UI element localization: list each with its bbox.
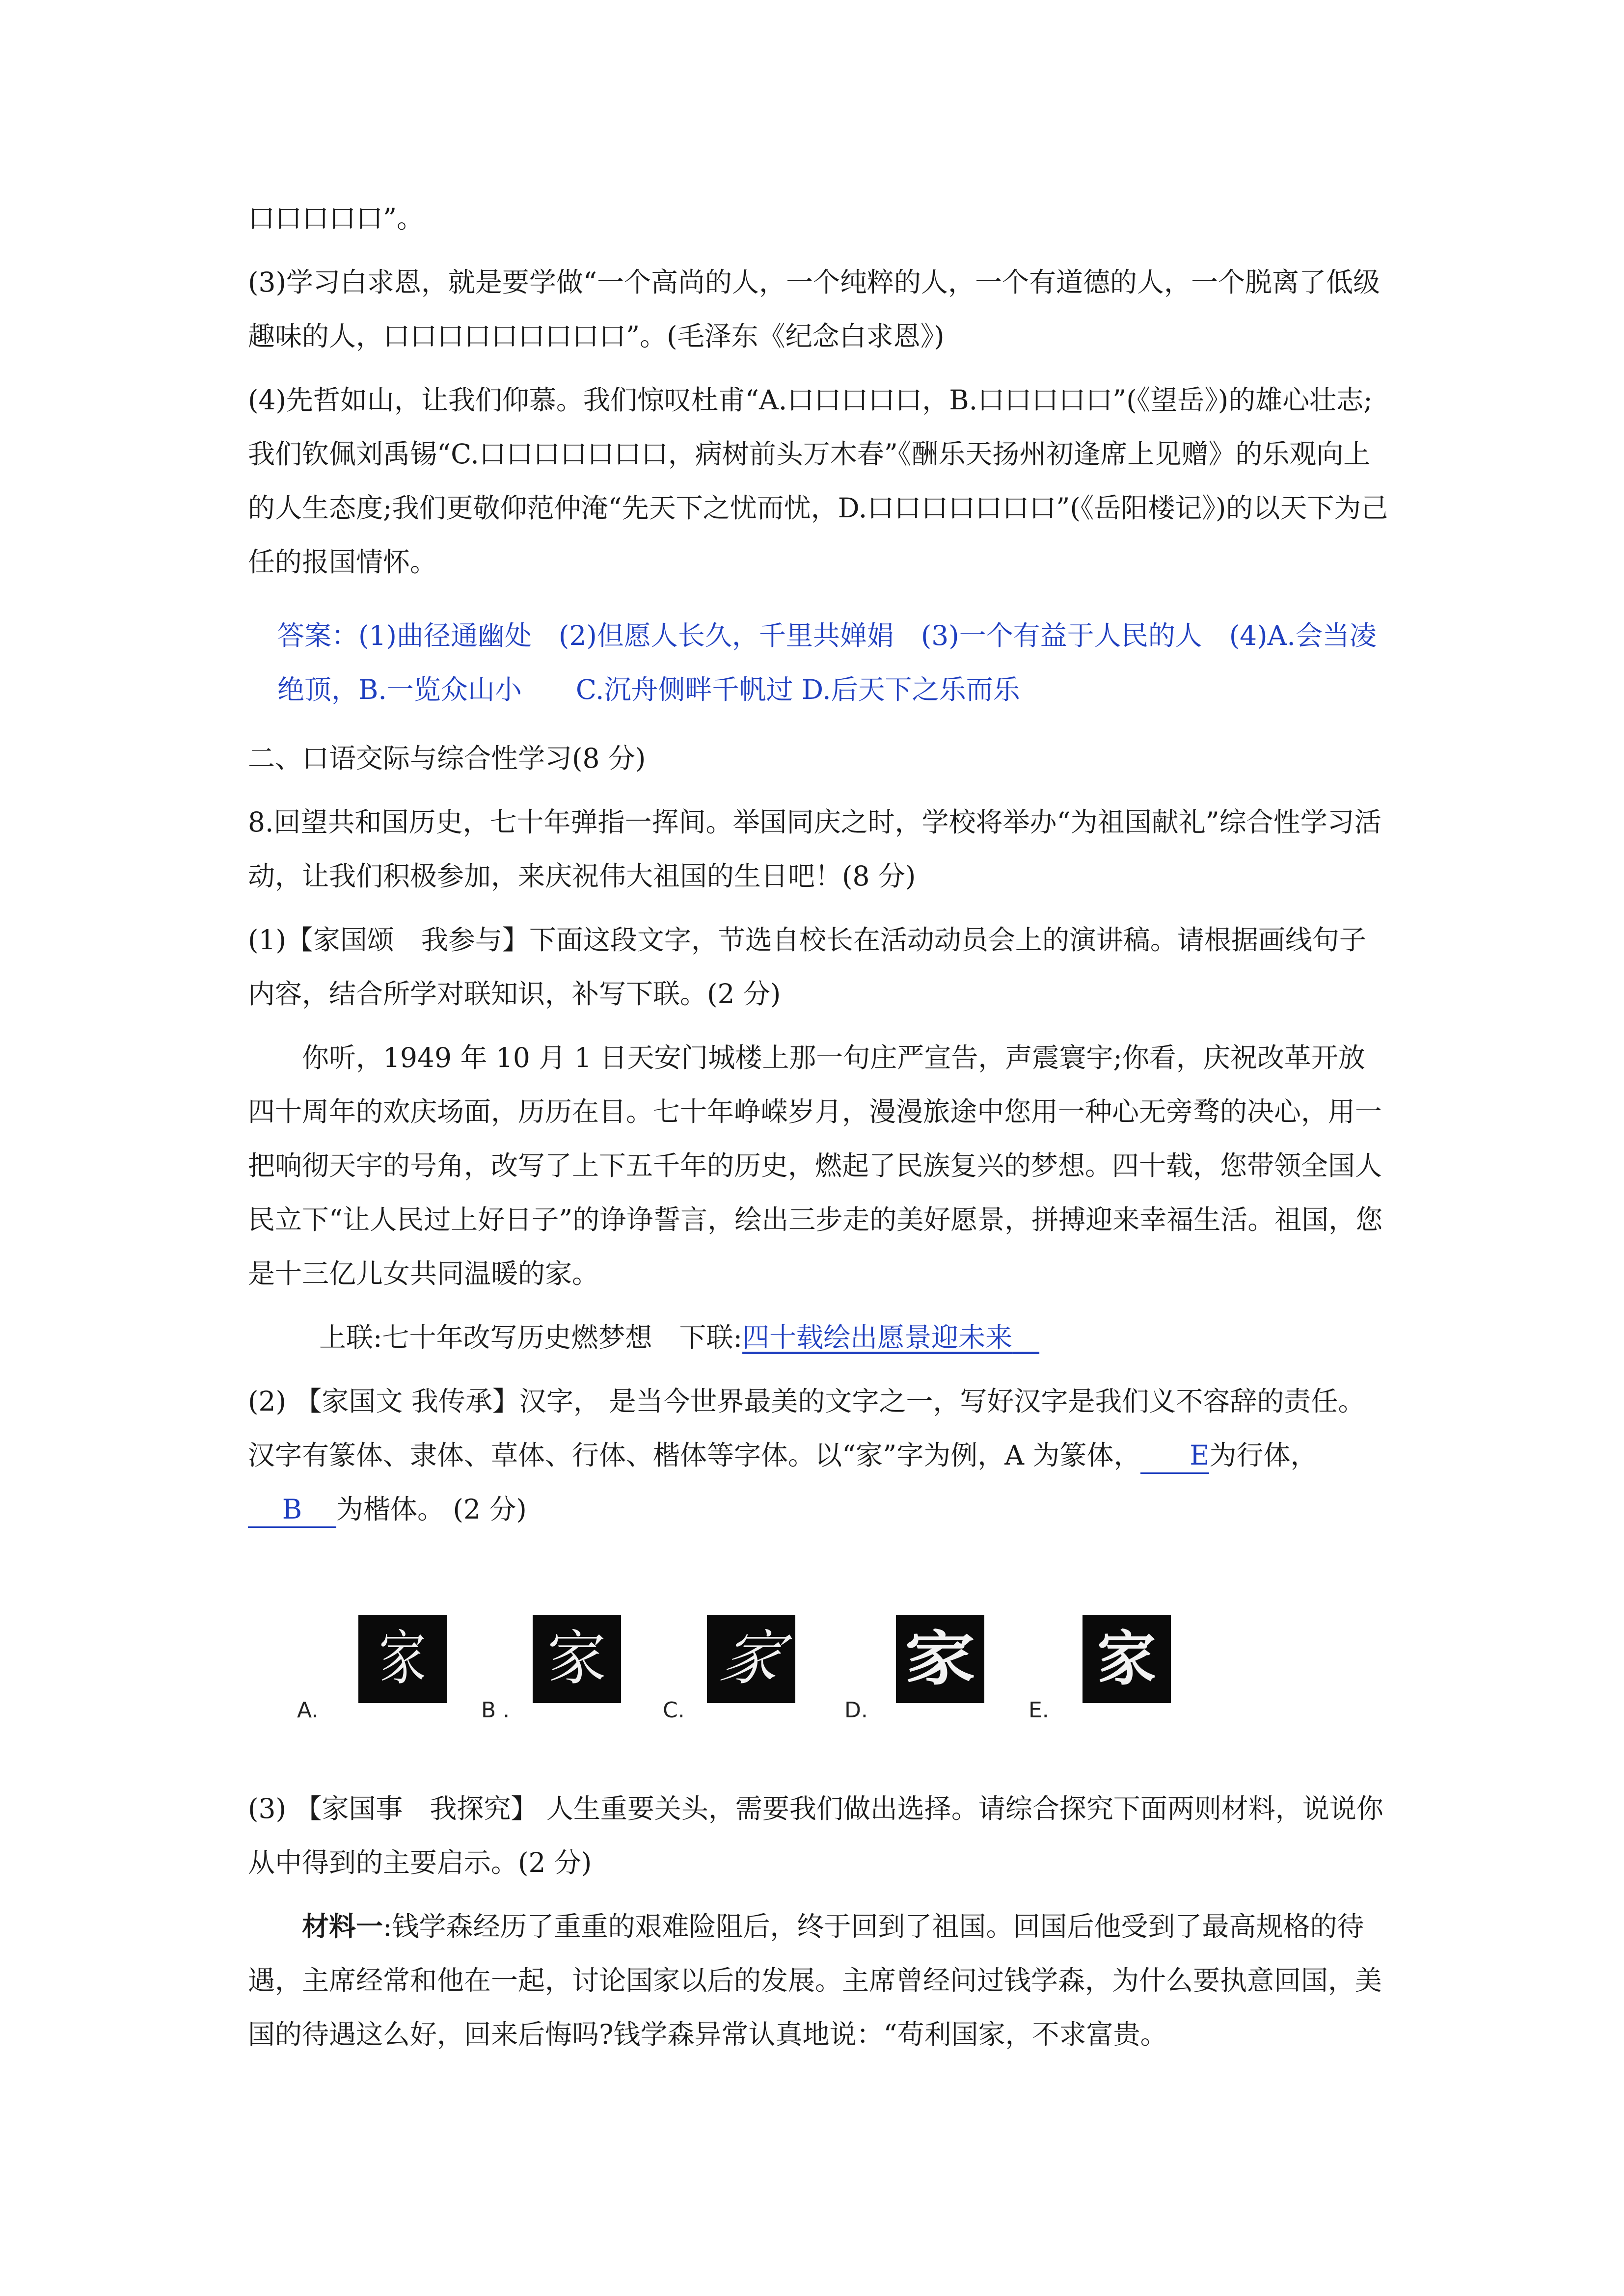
question-8-2 bbox=[248, 1374, 1392, 1536]
glyph-d: 家 bbox=[905, 1624, 975, 1693]
calligraphy-seal-script-image bbox=[358, 1615, 447, 1703]
couplet-upper: 上联:七十年改写历史燃梦想 下联: bbox=[319, 1322, 743, 1353]
calligraphy-options bbox=[248, 1605, 1392, 1752]
option-label-e: E. bbox=[1029, 1698, 1049, 1723]
question-8: 8.回望共和国历史，七十年弹指一挥间。举国同庆之时，学校将举办“为祖国献礼”综合性学习活动，让我们积极参加，来庆祝伟大祖国的生日吧！(8 分) bbox=[248, 806, 1381, 892]
calligraphy-clerical-script-image bbox=[896, 1615, 984, 1703]
couplet-line bbox=[248, 1310, 1392, 1364]
material-1 bbox=[248, 1899, 1392, 2061]
answer-blank-2: B bbox=[248, 1492, 336, 1528]
q8-2-text-a: (2) 【家国文 我传承】汉字， 是当今世界最美的文字之一，写好汉字是我们义不容辞的责任。汉字有篆体、隶体、草体、行体、楷体等字体。以“家”字为例，A 为篆体， bbox=[248, 1386, 1365, 1471]
calligraphy-regular-script-image bbox=[533, 1615, 621, 1703]
question-3: (3)学习白求恩，就是要学做“一个高尚的人，一个纯粹的人，一个有道德的人，一个脱离了低级趣味的人，口口口口口口口口口”。(毛泽东《纪念白求恩》) bbox=[248, 267, 1380, 352]
answer-blank-1: E bbox=[1140, 1438, 1209, 1474]
couplet-answer: 四十载绘出愿景迎未来 bbox=[742, 1322, 1013, 1353]
glyph-e: 家 bbox=[1097, 1624, 1156, 1693]
question-8-3: (3) 【家国事 我探究】 人生重要关头，需要我们做出选择。请综合探究下面两则材料，说说你从中得到的主要启示。(2 分) bbox=[248, 1793, 1383, 1878]
material-1-text: :钱学森经历了重重的艰难险阻后，终于回到了祖国。回国后他受到了最高规格的待遇，主席经常和他在一起，讨论国家以后的发展。主席曾经问过钱学森，为什么要执意回国，美国的待遇这么好，回来后悔吗?钱学森异常认真地说：“苟利国家，不求富贵。 bbox=[248, 1911, 1382, 2050]
line-fill-end: 口口口口口”。 bbox=[248, 203, 424, 234]
material-1-label: 材料一 bbox=[302, 1910, 383, 1942]
document-page bbox=[248, 191, 1392, 2071]
q8-2-text-b: 为行体， bbox=[1209, 1440, 1318, 1471]
option-label-a: A. bbox=[297, 1698, 319, 1723]
calligraphy-cursive-script-image bbox=[707, 1615, 795, 1703]
question-8-1: (1)【家国颂 我参与】下面这段文字，节选自校长在活动动员会上的演讲稿。请根据画线句子内容，结合所学对联知识，补写下联。(2 分) bbox=[248, 924, 1366, 1010]
speech-excerpt: 你听，1949 年 10 月 1 日天安门城楼上那一句庄严宣告，声震寰宇;你看，庆祝改革开放四十周年的欢庆场面，历历在目。七十年峥嵘岁月，漫漫旅途中您用一种心无旁骛的决心，用一把响彻天宇的号角，改写了上下五千年的历史，燃起了民族复兴的梦想。四十载，您带领全国人民立下“让人民过上好日子”的诤诤誓言，绘出三步走的美好愿景，拼搏迎来幸福生活。祖国，您是十三亿儿女共同温暖的家。 bbox=[248, 1042, 1383, 1289]
glyph-a: 家 bbox=[379, 1625, 426, 1693]
glyph-c: 家 bbox=[714, 1625, 788, 1693]
couplet-answer-tail bbox=[1012, 1322, 1039, 1353]
glyph-b: 家 bbox=[547, 1625, 606, 1693]
calligraphy-running-script-image bbox=[1083, 1615, 1171, 1703]
q8-2-text-c: 为楷体。 (2 分) bbox=[336, 1494, 527, 1525]
question-4: (4)先哲如山，让我们仰慕。我们惊叹杜甫“A.口口口口口，B.口口口口口”(《望岳》)的雄心壮志;我们钦佩刘禹锡“C.口口口口口口口，病树前头万木春”《酬乐天扬州初逢席上见赠》的乐观向上的人生态度;我们更敬仰范仲淹“先天下之忧而忧，D.口口口口口口口”(《岳阳楼记》)的以天下为己任的报国情怀。 bbox=[248, 384, 1388, 578]
answer-block: 答案：(1)曲径通幽处 (2)但愿人长久，千里共婵娟 (3)一个有益于人民的人 (4)A.会当凌绝顶，B.一览众山小 C.沉舟侧畔千帆过 D.后天下之乐而乐 bbox=[277, 620, 1377, 705]
option-label-b: B . bbox=[481, 1698, 510, 1723]
option-label-c: C. bbox=[663, 1698, 685, 1723]
section-heading: 二、口语交际与综合性学习(8 分) bbox=[248, 743, 646, 774]
option-label-d: D. bbox=[844, 1698, 868, 1723]
